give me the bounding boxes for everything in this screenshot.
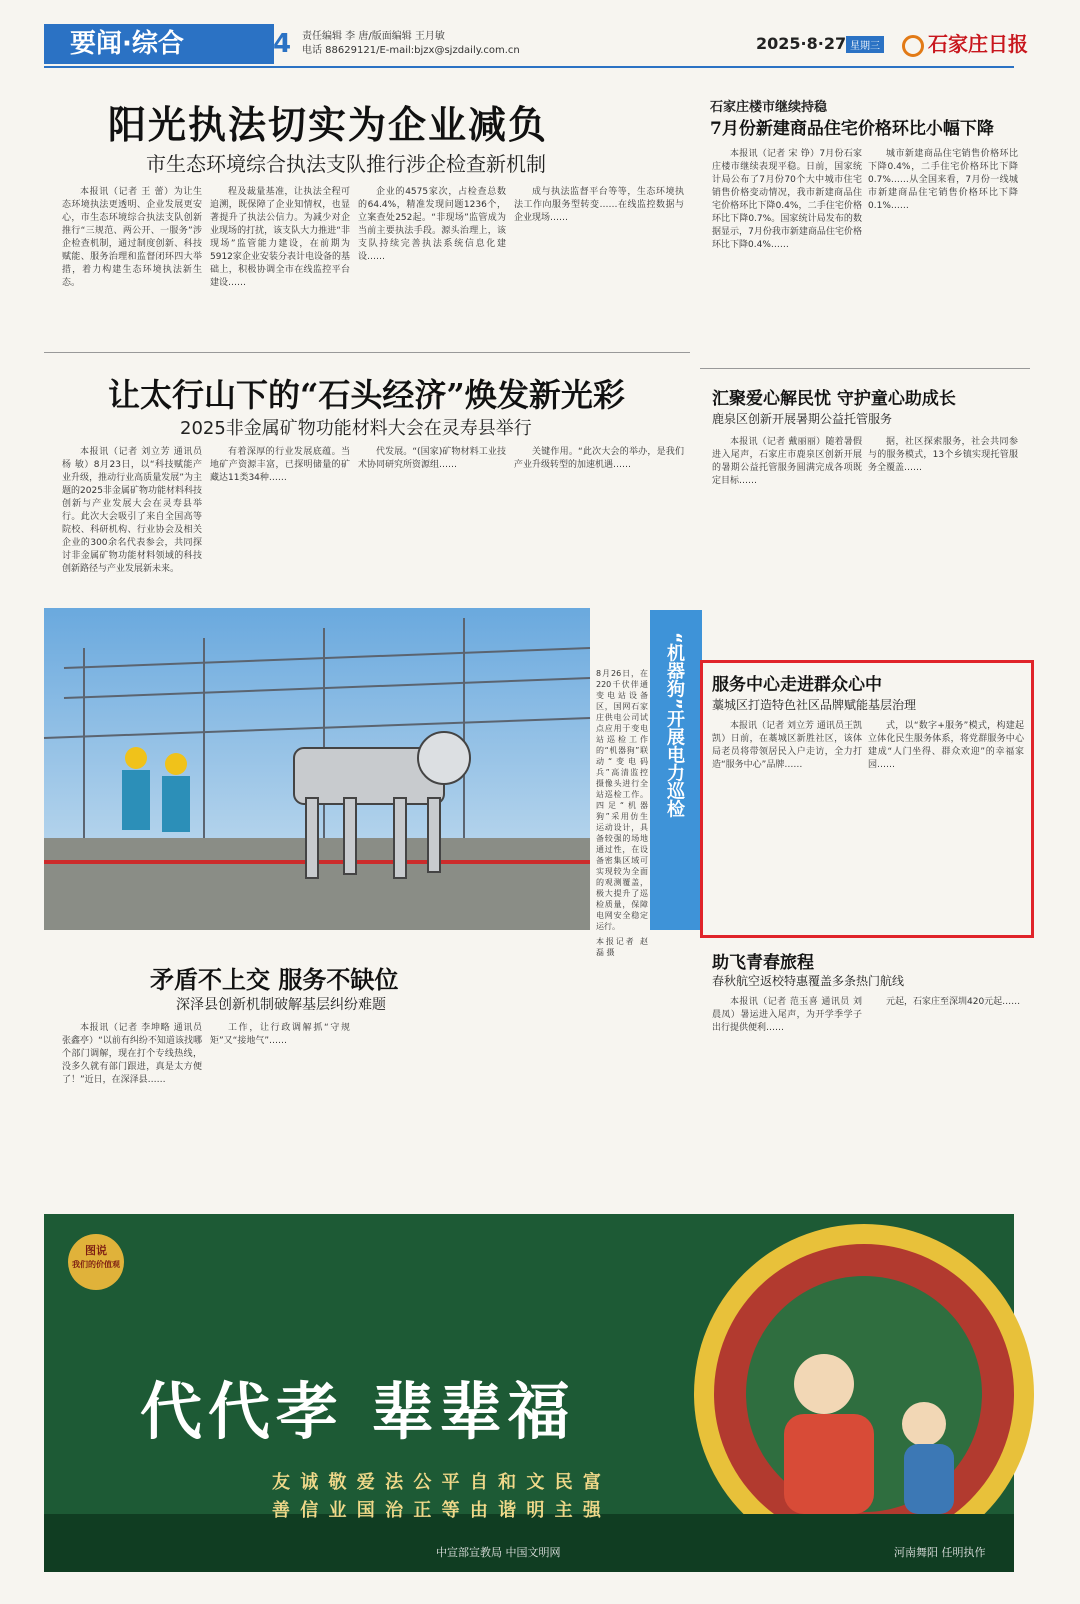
article5-subtitle: 藁城区打造特色社区品牌赋能基层治理 [712,698,917,712]
article2-col2: 有着深厚的行业发展底蕴。当地矿产资源丰富，已探明储量的矿藏达11类34种…… [210,447,350,483]
photo-credit: 本报记者 赵 磊 摄 [596,937,648,957]
divider [700,368,1030,369]
contact-line: 电话 88629121/E-mail:bjzx@sjzdaily.com.cn [302,45,520,56]
issue-date: 2025·8·27 [756,34,847,53]
value-banner [44,1214,1014,1572]
masthead-rule [44,66,1014,68]
robot-banner-title: “机器狗”开展电力巡检 [664,632,685,818]
values-line1: 友 诚 敬 爱 法 公 平 自 和 文 民 富 [272,1472,603,1493]
article2-subtitle: 2025非金属矿物功能材料大会在灵寿县举行 [180,418,532,439]
values-line2: 善 信 业 国 治 正 等 由 谐 明 主 强 [272,1500,603,1521]
article4-title: 汇聚爱心解民忧 守护童心助成长 [712,389,956,409]
article4-body2: 据，社区探索服务，社会共同参与的服务模式，13个乡镇实现托管服务全覆盖…… [868,437,1018,473]
article1-col2: 程及裁量基准，让执法全程可追溯，既保障了企业知情权，也显著提升了执法公信力。为减少对企业现场的打扰，该支队大力推进“非现场”监管能力建设，在前期为5912家企业安装分表计电设备的基础上，积极协调全市在线监控平台建设…… [210,187,350,288]
banner-footer-right: 河南舞阳 任明执作 [894,1546,986,1559]
article2-col3: 代发展。“(国家)矿物材料工业技术协同研究所资源组…… [358,447,506,470]
article7-body: 本报讯（记者 范玉喜 通讯员 刘晨凤）暑运进入尾声，为开学季学子出行提供便利…… [712,997,862,1033]
article3-kicker: 石家庄楼市继续持稳 [710,100,828,115]
article3-title: 7月份新建商品住宅价格环比小幅下降 [710,119,994,139]
article1-lead: 本报讯（记者 王 蕾）为让生态环境执法更透明、企业发展更安心，市生态环境综合执法支队创新推行“三规范、两公开、一服务”涉企检查机制，通过制度创新、科技赋能、服务治理和监督闭环四大举措，着力构建生态环境执法新生态。 [62,187,202,288]
article1-subtitle: 市生态环境综合执法支队推行涉企检查新机制 [146,152,546,176]
robot-banner [650,610,702,930]
photo-illustration [44,608,590,930]
article1-col4: 成与执法监督平台等等，生态环境执法工作向服务型转变……在线监控数据与企业现场…… [514,187,684,223]
banner-badge: 图说 我们的价值观 [68,1234,124,1290]
logo-icon [902,35,924,57]
article5-title: 服务中心走进群众心中 [712,675,882,695]
article2-col4: 关键作用。“此次大会的举办，是我们产业升级转型的加速机遇…… [514,447,684,470]
masthead [44,24,1044,64]
article7-subtitle: 春秋航空返校特惠覆盖多条热门航线 [712,974,905,988]
article4-subtitle: 鹿泉区创新开展暑期公益托管服务 [712,412,893,426]
article6-body2: 工作，让行政调解抓“守规矩”又“接地气”…… [210,1023,350,1046]
article7-body2: 元起，石家庄至深圳420元起…… [886,997,1021,1007]
article6-title: 矛盾不上交 服务不缺位 [150,965,399,994]
article6-body: 本报讯（记者 李坤略 通讯员张鑫亭）“以前有纠纷不知道该找哪个部门调解，现在打个专线热线，没多久就有部门跟进，真是太方便了！”近日，在深泽县…… [62,1023,202,1085]
article5-body2: 式，以“数字+服务”模式，构建起立体化民生服务体系，将党群服务中心建成“人门坐得、群众欢迎”的幸福家园…… [868,721,1024,770]
section-tag: 要闻·综合 [44,24,274,64]
banner-footer-left: 中宣部宣教局 中国文明网 [436,1546,561,1559]
article3-body: 本报讯（记者 宋 铮）7月份石家庄楼市继续表现平稳。日前，国家统计局公布了7月份70个大中城市住宅销售价格变动情况，我市新建商品住宅价格环比下降0.4%，二手住宅价格环比下降0.7%。国家统计局发布的数据显示，7月份我市新建商品住宅价格环比下降0.4%…… [712,149,862,250]
photo-caption: 8月26日，在220千伏伴通变电站设备区，国网石家庄供电公司试点应用于变电站巡检工作的“机器狗”联动“变电码兵”高清监控摄像头进行全站巡检工作。四足“机器狗”采用仿生运动设计，具备较强的场地通过性，在设备密集区域可实现较为全面的观测覆盖，极大提升了巡检质量，保障电网安全稳定运行。 本报记者 赵 磊 摄 [596,669,648,957]
divider [44,352,690,353]
article5-body: 本报讯（记者 刘立芳 通讯员王凯凯）日前，在藁城区新胜社区，该体局老员将带领居民入户走访，全力打造“服务中心”品牌…… [712,721,862,770]
article3-body2: 城市新建商品住宅销售价格环比下降0.4%，二手住宅价格环比下降0.7%……从全国来看，7月份一线城市新建商品住宅销售价格环比下降0.1%…… [868,149,1018,211]
robot-dog-photo [44,608,590,930]
weekday-badge: 星期三 [846,36,884,53]
article4-body: 本报讯（记者 戴丽丽）随着暑假进入尾声，石家庄市鹿泉区创新开展的暑期公益托管服务圆满完成各项既定目标…… [712,437,862,486]
editor-info [302,30,520,58]
article6-subtitle: 深泽县创新机制破解基层纠纷难题 [176,997,386,1013]
banner-headline: 代代孝 辈辈福 [140,1375,576,1448]
article1-title: 阳光执法切实为企业减负 [108,102,549,147]
article7-title: 助飞青春旅程 [712,953,814,973]
article1-col3: 企业的4575家次，占检查总数的64.4%，精准发现问题1236个，立案查处252起。“非现场”监管成为当前主要执法手段。源头治理上，该支队持续完善执法系统信息化建设…… [358,187,506,262]
article2-title: 让太行山下的“石头经济”焕发新光彩 [108,376,625,414]
editor-line: 责任编辑 李 唐/版面编辑 王月敏 [302,31,445,42]
article2-lead: 本报讯（记者 刘立芳 通讯员 杨 敏）8月23日，以“科技赋能产业升级，推动行业高质量发展”为主题的2025非金属矿物功能材料科技创新与产业发展大会在灵寿县举行。此次大会吸引了来自全国高等院校、科研机构、行业协会及相关企业的300余名代表参会，共同探讨非金属矿物功能材料领域的科技创新路径与产业发展新未来。 [62,447,202,574]
newspaper-logo: 石家庄日报 [902,28,1052,60]
page-number: 4 [272,29,292,59]
